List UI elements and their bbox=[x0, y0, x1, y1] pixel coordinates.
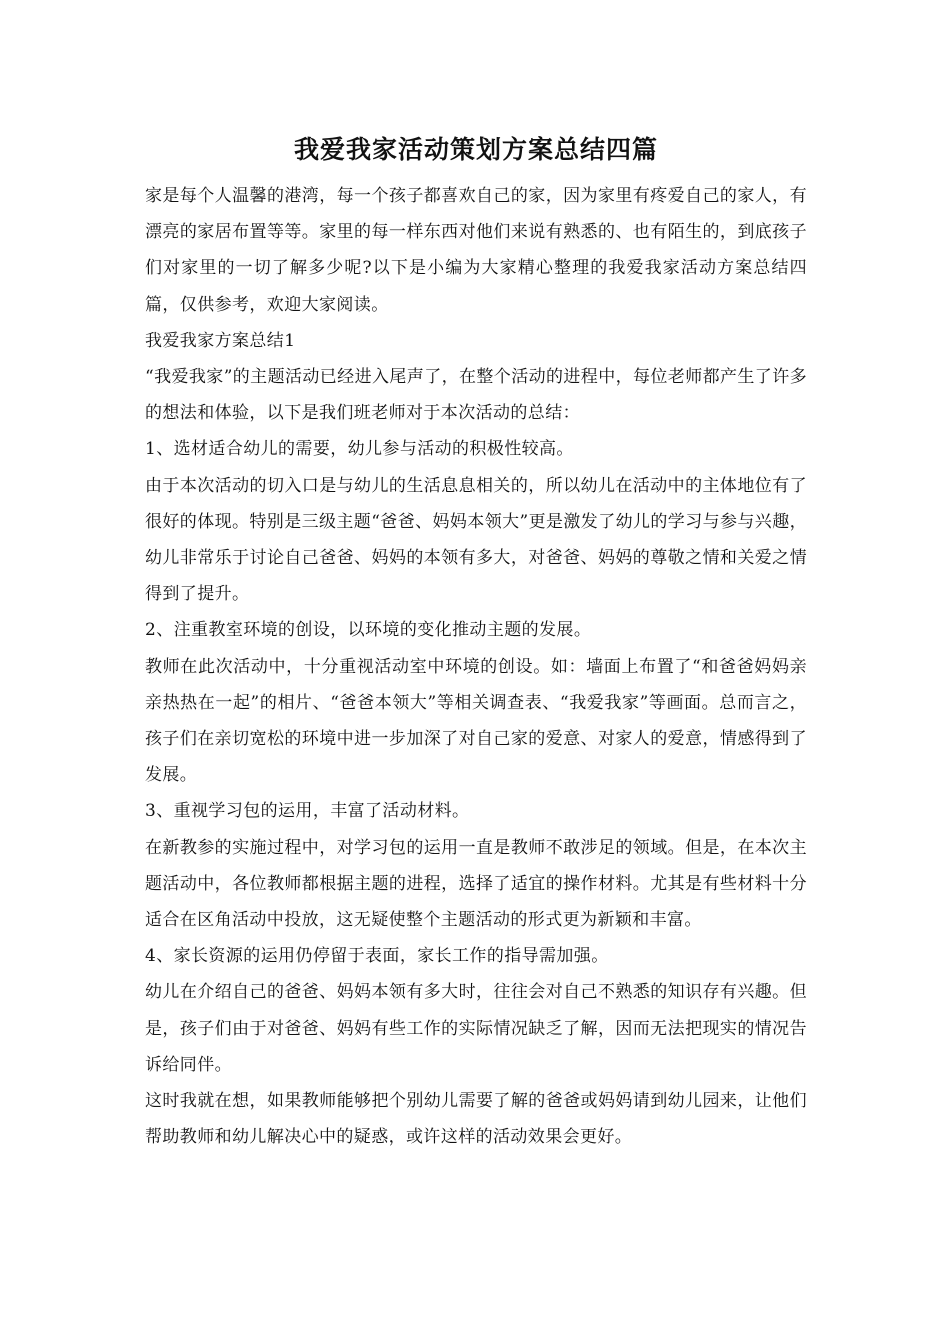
point-heading: 4、家长资源的运用仍停留于表面，家长工作的指导需加强。 bbox=[145, 946, 609, 967]
intro-paragraph: 家是每个人温馨的港湾，每一个孩子都喜欢自己的家，因为家里有疼爱自己的家人，有漂亮的家居布置等等。家里的每一样东西对他们来说有熟悉的、也有陌生的，到底孩子们对家里的一切了解多少呢?以下是小编为大家精心整理的我爱我家活动方案总结四篇，仅供参考，欢迎大家阅读。 bbox=[145, 186, 807, 315]
body-paragraph: 这时我就在想，如果教师能够把个别幼儿需要了解的爸爸或妈妈请到幼儿园来，让他们帮助教师和幼儿解决心中的疑惑，或许这样的活动效果会更好。 bbox=[145, 1091, 807, 1148]
point-heading: 1、选材适合幼儿的需要，幼儿参与活动的积极性较高。 bbox=[145, 439, 574, 460]
document-body bbox=[145, 128, 807, 1155]
section-heading: 我爱我家方案总结1 bbox=[145, 330, 296, 351]
body-paragraph: 在新教参的实施过程中，对学习包的运用一直是教师不敢涉足的领域。但是，在本次主题活动中，各位教师都根据主题的进程，选择了适宜的操作材料。尤其是有些材料十分适合在区角活动中投放，这无疑使整个主题活动的形式更为新颖和丰富。 bbox=[145, 837, 807, 931]
document-title: 我爱我家活动策划方案总结四篇 bbox=[293, 135, 658, 164]
body-paragraph: “我爱我家”的主题活动已经进入尾声了，在整个活动的进程中，每位老师都产生了许多的想法和体验，以下是我们班老师对于本次活动的总结： bbox=[145, 367, 807, 424]
point-heading: 2、注重教室环境的创设，以环境的变化推动主题的发展。 bbox=[145, 620, 592, 641]
body-paragraph: 教师在此次活动中，十分重视活动室中环境的创设。如：墙面上布置了“和爸爸妈妈亲亲热热在一起”的相片、“爸爸本领大”等相关调查表、“我爱我家”等画面。总而言之，孩子们在亲切宽松的环境中进一步加深了对自己家的爱意、对家人的爱意，情感得到了发展。 bbox=[145, 656, 807, 786]
body-paragraph: 由于本次活动的切入口是与幼儿的生活息息相关的，所以幼儿在活动中的主体地位有了很好的体现。特别是三级主题“爸爸、妈妈本领大”更是激发了幼儿的学习与参与兴趣，幼儿非常乐于讨论自己爸爸、妈妈的本领有多大，对爸爸、妈妈的尊敬之情和关爱之情得到了提升。 bbox=[145, 475, 807, 605]
point-heading: 3、重视学习包的运用，丰富了活动材料。 bbox=[145, 801, 470, 822]
body-paragraph: 幼儿在介绍自己的爸爸、妈妈本领有多大时，往往会对自己不熟悉的知识存有兴趣。但是，孩子们由于对爸爸、妈妈有些工作的实际情况缺乏了解，因而无法把现实的情况告诉给同伴。 bbox=[145, 982, 807, 1075]
